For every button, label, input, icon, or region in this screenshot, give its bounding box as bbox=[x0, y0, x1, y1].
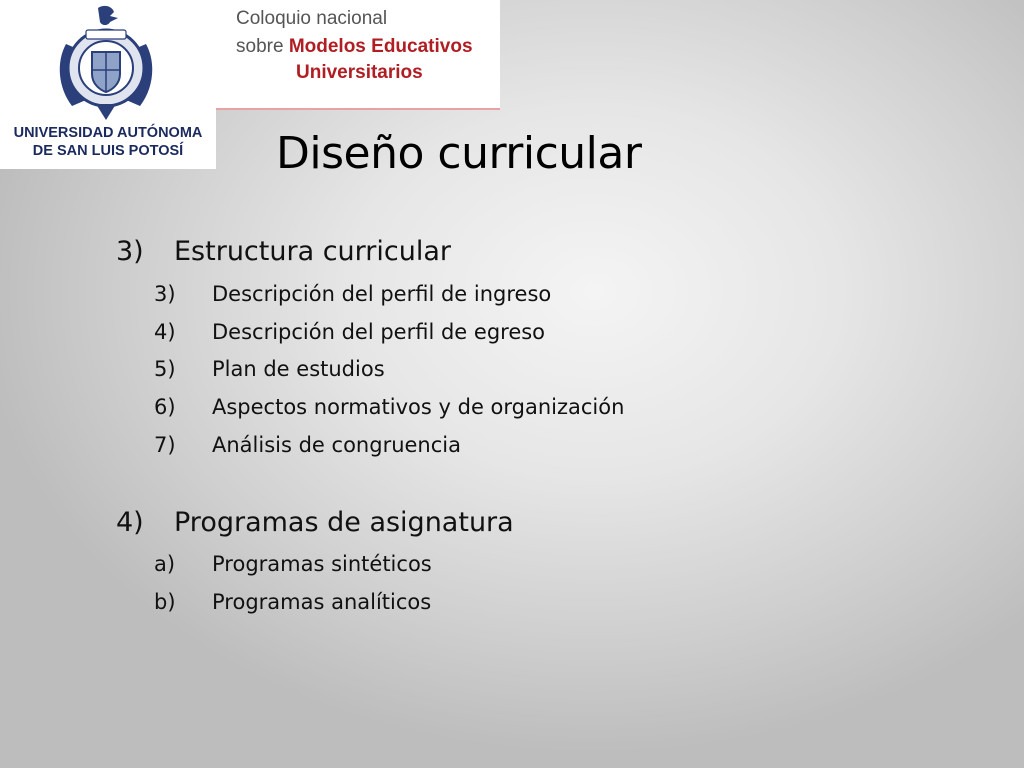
university-name bbox=[0, 124, 216, 160]
university-name-line2: DE SAN LUIS POTOSÍ bbox=[32, 143, 184, 159]
list-item-label: Descripción del perfil de egreso bbox=[212, 320, 546, 344]
event-line2 bbox=[236, 36, 473, 58]
university-logo bbox=[0, 0, 216, 169]
list-item-number: a) bbox=[154, 552, 176, 576]
event-line3: Universitarios bbox=[296, 62, 423, 83]
university-name-line1: UNIVERSIDAD AUTÓNOMA bbox=[13, 125, 203, 141]
section-label: Estructura curricular bbox=[174, 236, 451, 267]
list-item-number: b) bbox=[154, 590, 176, 614]
event-line1: Coloquio nacional bbox=[236, 8, 388, 29]
list-item-number: 7) bbox=[154, 433, 176, 457]
list-item-label: Programas sintéticos bbox=[212, 552, 432, 576]
list-item-label: Análisis de congruencia bbox=[212, 433, 461, 457]
list-item-label: Plan de estudios bbox=[212, 357, 385, 381]
list-item-label: Programas analíticos bbox=[212, 590, 432, 614]
list-item-label: Descripción del perfil de ingreso bbox=[212, 282, 552, 306]
section-label: Programas de asignatura bbox=[174, 507, 514, 538]
list-item-number: 5) bbox=[154, 357, 176, 381]
list-item-number: 6) bbox=[154, 395, 176, 419]
slide-title: Diseño curricular bbox=[276, 128, 642, 179]
section-number: 3) bbox=[116, 236, 144, 267]
event-banner bbox=[216, 0, 500, 110]
event-line2-prefix: sobre bbox=[236, 36, 289, 57]
section-number: 4) bbox=[116, 507, 144, 538]
university-seal-icon bbox=[52, 4, 160, 122]
list-item-number: 4) bbox=[154, 320, 176, 344]
event-line2-bold: Modelos Educativos bbox=[288, 36, 473, 57]
list-item-number: 3) bbox=[154, 282, 176, 306]
list-item-label: Aspectos normativos y de organización bbox=[212, 395, 625, 419]
